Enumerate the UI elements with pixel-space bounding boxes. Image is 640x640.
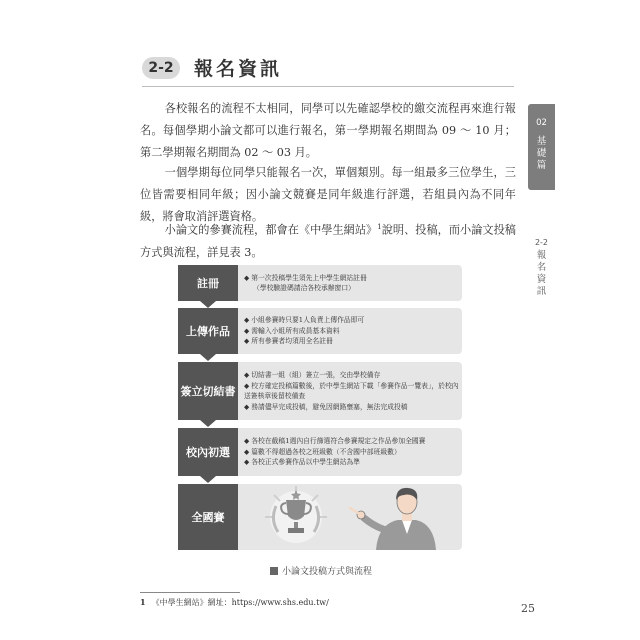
figure-caption: 小論文投稿方式與流程: [270, 564, 372, 577]
footnote-ref: 1: [377, 223, 382, 231]
flow-intro-text: 小論文的參賽流程，都會在《中學生網站》: [164, 223, 378, 237]
bullet-icon: ◆: [244, 381, 250, 390]
chapter-number: 02: [536, 118, 547, 128]
flow-intro-text-end: 說明、投稿，而小論文投稿方式與流程，詳見表 3。: [140, 223, 516, 259]
list-item: ◆ 第一次投稿學生須先上中學生網站註冊: [244, 273, 367, 282]
step-school-selection-details: [226, 428, 462, 476]
chapter-title: 基 礎 篇: [536, 136, 547, 171]
list-item: ◆ 各校正式參賽作品以中學生網站為準: [244, 458, 360, 467]
page-number: 25: [521, 602, 535, 615]
footnote-text[interactable]: 《中學生網站》網址：https://www.shs.edu.tw/: [151, 598, 329, 607]
step-affidavit-details: [226, 362, 462, 420]
section-side-title: 報 名 資 訊: [536, 250, 547, 297]
step-national: 全國賽: [178, 484, 238, 550]
arrow-down-icon: [200, 301, 216, 308]
list-item: ◆ 篇數不得超過各校之班級數（不含國中部班級數）: [244, 447, 401, 456]
section-number-badge: 2-2: [142, 57, 180, 79]
paragraph-group-rules: 一個學期每位同學只能報名一次，單個類別。每一組最多三位學生，三位皆需要相同年級；因小論文競賽是同年級進行評選，若組員內為不同年級，將會取消評選資格。: [140, 166, 516, 223]
caption-square-icon: [270, 567, 278, 575]
bullet-icon: ◆: [244, 402, 250, 411]
bullet-icon: ◆: [244, 316, 250, 325]
footnote: [140, 597, 329, 608]
list-item: ◆ 校方確定投稿篇數後，於中學生網站下載「參賽作品一覽表」，於校內送簽核章後留校備查: [244, 381, 459, 400]
bullet-icon: ◆: [244, 273, 250, 282]
trophy-icon: [265, 486, 327, 543]
list-item: ◆ 需輸入小組所有成員基本資料: [244, 326, 340, 335]
step-register-details: [226, 265, 462, 301]
list-item: ◆ 切結書一組（組）簽立一張，交由學校備存: [244, 371, 381, 379]
section-side-number: 2-2: [534, 238, 549, 247]
arrow-down-icon: [200, 476, 216, 483]
list-item: （學校驗證碼請洽各校承辦窗口）: [253, 284, 355, 292]
step-school-selection: 校內初選: [178, 428, 238, 476]
arrow-down-icon: [200, 354, 216, 361]
paragraph-registration-process: 各校報名的流程不太相同，同學可以先確認學校的繳交流程再來進行報名。每個學期小論文都可以進行報名，第一學期報名期間為 09 ～ 10 月；第二學期報名期間為 02 ～ 03 月。: [140, 102, 516, 159]
step-national-illustration: [226, 484, 462, 550]
step-upload: 上傳作品: [178, 308, 238, 354]
presenter-icon: [350, 488, 436, 550]
arrow-down-icon: [200, 420, 216, 427]
bullet-icon: ◆: [244, 337, 250, 346]
list-item: ◆ 所有參賽者均須用全名註冊: [244, 337, 333, 346]
list-item: ◆ 各校在截稿1週內自行篩選符合參賽規定之作品參加全國賽: [244, 437, 426, 446]
list-item: ◆ 小組參賽時只要1人負責上傳作品即可: [244, 316, 365, 325]
step-affidavit: 簽立切結書: [178, 362, 238, 420]
footnote-divider: [140, 592, 240, 593]
list-item: ◆ 務請儘早完成投稿，避免因網路壅塞，無法完成投稿: [244, 402, 408, 411]
bullet-icon: ◆: [244, 447, 250, 456]
section-title: 報名資訊: [194, 58, 283, 80]
bullet-icon: ◆: [244, 371, 250, 379]
bullet-icon: ◆: [244, 437, 250, 446]
bullet-icon: ◆: [244, 326, 250, 335]
bullet-icon: ◆: [244, 458, 250, 467]
footnote-number: 1: [140, 597, 146, 607]
step-register: 註冊: [178, 265, 238, 301]
step-upload-details: [226, 308, 462, 354]
trophy-presenter-illustration: [226, 484, 462, 550]
